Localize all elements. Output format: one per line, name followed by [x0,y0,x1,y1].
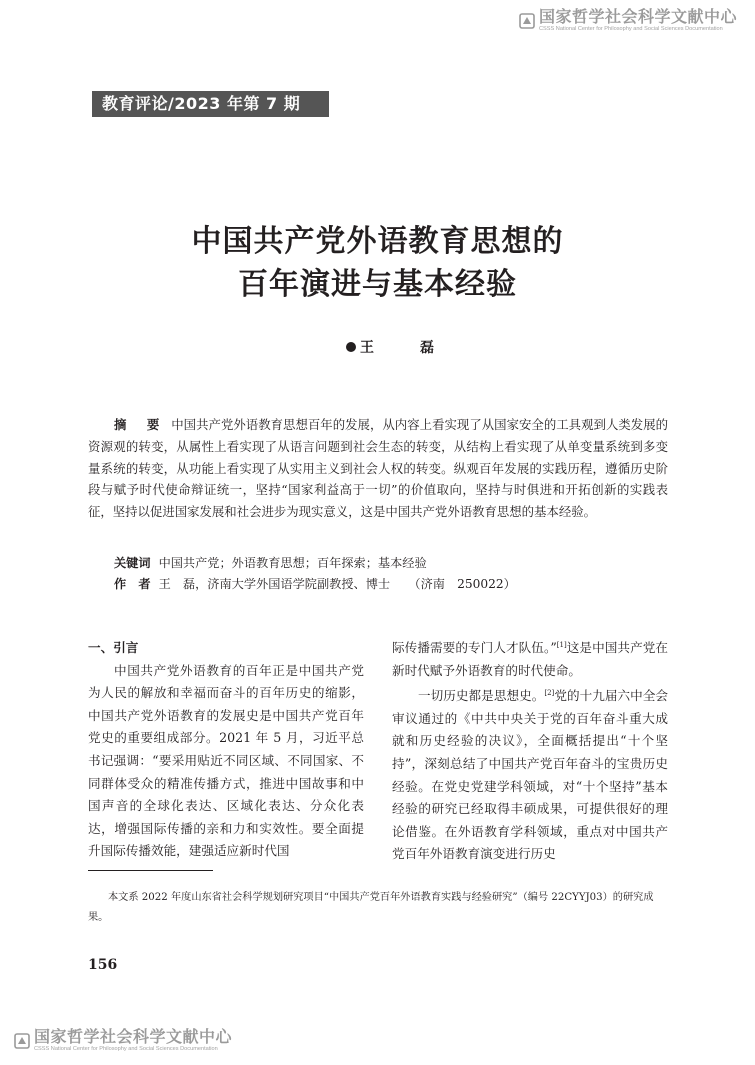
author-byline [346,337,450,357]
left-column [88,637,364,863]
citation-ref: [2] [544,689,555,697]
watermark-name-en: CSSS National Center for Philosophy and Social Sciences Documentation [539,26,723,32]
paragraph: 一切历史都是思想史。[2]党的十九届六中全会审议通过的《中共中央关于党的百年奋斗重大成就和历史经验的决议》，全面概括提出“十个坚持”，深刻总结了中国共产党百年奋斗的宝贵历史经验。在党史党建学科领域，对“十个坚持”基本经验的研究已经取得丰硕成果，可提供很好的理论借鉴。在外语教育学科领域，重点对中国共产党百年外语教育演变进行历史 [392,688,669,862]
abstract-label: 摘 要 [114,417,164,432]
abstract-text: 中国共产党外语教育思想百年的发展，从内容上看实现了从国家安全的工具观到人类发展的资源观的转变，从属性上看实现了从语言问题到社会生态的转变，从结构上看实现了从单变量系统到多变量系统的转变，从功能上看实现了从实用主义到社会人权的转变。纵观百年发展的实践历程，遵循历史阶段与赋予时代使命辩证统一，坚持“国家利益高于一切”的价值取向，坚持与时俱进和开拓创新的实践表征，坚持以促进国家发展和社会进步为现实意义，这是中国共产党外语教育思想的基本经验。 [88,417,669,520]
keywords-label: 关键词 [114,556,151,570]
author-info [114,574,516,594]
intro-paragraph: 中国共产党外语教育的百年正是中国共产党为人民的解放和幸福而奋斗的百年历史的缩影，中国共产党外语教育的发展史是中国共产党百年党史的重要组成部分。2021 年 5 月，习近平总书记强调：“要采用贴近不同区域、不同国家、不同群体受众的精准传播方式，推进中国故事和中国声音的全球化表达、区域化表达、分众化表达，增强国际传播的亲和力和实效性。要全面提升国际传播效能，建强适应新时代国 [88,662,364,859]
page-number: 156 [88,957,118,973]
watermark-bottom [14,1029,232,1053]
paragraph-continued: 际传播需要的专门人才队伍。”[1]这是中国共产党在新时代赋予外语教育的时代使命。 [392,640,669,678]
watermark-name-en: CSSS National Center for Philosophy and Social Sciences Documentation [34,1046,218,1052]
footnote: 本文系 2022 年度山东省社会科学规划研究项目“中国共产党百年外语教育实践与经验研究”（编号 22CYYJ03）的研究成果。 [88,892,654,923]
ncpssd-logo-icon [519,13,535,29]
abstract [88,414,668,523]
watermark-name-cn: 国家哲学社会科学文献中心 [539,7,738,26]
section-heading: 一、引言 [88,640,139,655]
author-info-label: 作 者 [114,577,151,591]
keywords [114,553,427,573]
author-name: 王 磊 [360,340,450,356]
keywords-text: 中国共产党；外语教育思想；百年探索；基本经验 [158,556,427,570]
right-column [392,637,668,866]
watermark-top [519,9,737,33]
author-info-text: 王 磊，济南大学外国语学院副教授、博士 （济南 250022） [158,577,516,591]
citation-ref: [1] [556,640,567,649]
article-title-line-2: 百年演进与基本经验 [238,267,517,302]
journal-issue-header: 教育评论/2023 年第 7 期 [92,91,329,117]
watermark-name-cn: 国家哲学社会科学文献中心 [34,1027,233,1046]
ncpssd-logo-icon [14,1033,30,1049]
bullet-icon [346,342,356,352]
footnote-divider [88,870,213,871]
article-title-line-1: 中国共产党外语教育思想的 [191,224,564,259]
